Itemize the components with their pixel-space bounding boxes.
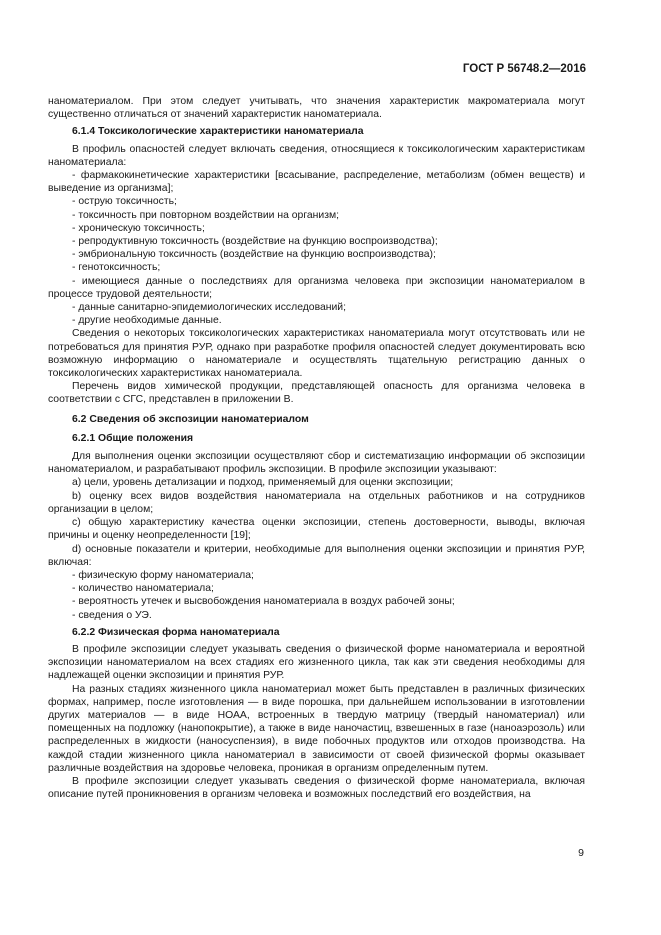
section-heading: 6.1.4 Токсикологические характеристики наноматериала xyxy=(72,126,364,138)
list-item: - хроническую токсичность; xyxy=(72,222,205,234)
paragraph: - имеющиеся данные о последствиях для организма человека при экспозиции наноматериалом в процессе трудовой деятельности; xyxy=(48,275,585,300)
document-id: ГОСТ Р 56748.2—2016 xyxy=(462,63,586,75)
section-heading: 6.2 Сведения об экспозиции наноматериалом xyxy=(72,413,309,425)
paragraph: В профиле экспозиции следует указывать сведения о физической форме наноматериала, включая описание путей проникновения в организм человека и возможных последствий его воздействия, на xyxy=(48,775,585,801)
list-item: - данные санитарно-эпидемиологических исследований; xyxy=(72,302,347,314)
paragraph: Для выполнения оценки экспозиции осуществляют сбор и систематизацию информации об экспозиции наноматериалом, и разрабатывают профиль экспозиции. В профиле экспозиции указывают: xyxy=(48,451,585,476)
page-number: 9 xyxy=(578,847,584,859)
paragraph: наноматериалом. При этом следует учитывать, что значения характеристик макроматериала могут существенно отличаться от значений характеристик наноматериала. xyxy=(48,96,585,121)
section-heading: 6.2.1 Общие положения xyxy=(72,432,194,444)
paragraph: b) оценку всех видов воздействия наноматериала на отдельных работников и на сотрудников организации в целом; xyxy=(48,490,585,515)
paragraph: c) общую характеристику качества оценки экспозиции, степень достоверности, выводы, включая причины и оценку неопределенности [19]; xyxy=(48,517,585,542)
list-item: - эмбриональную токсичность (воздействие на функцию воспроизводства); xyxy=(72,249,436,261)
section-heading: 6.2.2 Физическая форма наноматериала xyxy=(72,626,280,638)
list-item: - репродуктивную токсичность (воздействие на функцию воспроизводства); xyxy=(72,236,438,248)
list-item: - вероятность утечек и высвобождения наноматериала в воздух рабочей зоны; xyxy=(72,596,455,608)
document-body xyxy=(48,95,585,801)
paragraph: На разных стадиях жизненного цикла наноматериал может быть представлен в различных физических формах, например, после изготовления — в виде порошка, при дальнейшем использовании в изготовлении других материалов — в виде НОАА, встроенных в твердую матрицу (твердый наноматериал) или помещенных на подложку (нанопокрытие), а также в виде наночастиц, взвешенных в газе (наноаэрозоль) или распределенных в жидкости (наносуспензия), в виде побочных продуктов или отходов производства. На каждой стадии жизненного цикла наноматериал в зависимости от своей физической формы оказывает различные воздействия на здоровье человека, проникая в организм определенным путем. xyxy=(48,683,585,774)
paragraph: В профиль опасностей следует включать сведения, относящиеся к токсикологическим характеристикам наноматериала: xyxy=(48,143,585,168)
list-item: - токсичность при повторном воздействии на организм; xyxy=(72,209,340,221)
list-item: - генотоксичность; xyxy=(72,262,161,274)
list-item: - сведения о УЭ. xyxy=(72,609,152,621)
paragraph: Сведения о некоторых токсикологических характеристиках наноматериала могут отсутствовать или не потребоваться для принятия РУР, однако при разработке профиля опасностей следует документировать всю возможную информацию о наноматериале и осуществлять тщательную регистрацию данных о токсикологических характеристиках наноматериала. xyxy=(48,328,585,380)
paragraph: Перечень видов химической продукции, представляющей опасность для организма человека в соответствии с СГС, представлен в приложении В. xyxy=(48,381,585,406)
paragraph: d) основные показатели и критерии, необходимые для выполнения оценки экспозиции и принятия РУР, включая: xyxy=(48,543,585,568)
list-item: - острую токсичность; xyxy=(72,196,177,208)
list-item: - количество наноматериала; xyxy=(72,583,214,595)
list-item: a) цели, уровень детализации и подход, применяемый для оценки экспозиции; xyxy=(72,477,454,489)
list-item: - другие необходимые данные. xyxy=(72,315,222,327)
paragraph: - фармакокинетические характеристики [всасывание, распределение, метаболизм (обмен веществ) и выведение из организма]; xyxy=(48,170,585,195)
list-item: - физическую форму наноматериала; xyxy=(72,569,254,581)
paragraph: В профиле экспозиции следует указывать сведения о физической форме наноматериала и вероятной экспозиции наноматериалом на всех стадиях его жизненного цикла, так как эти сведения необходимы для надлежащей оценки экспозиции и принятия РУР. xyxy=(48,643,585,682)
